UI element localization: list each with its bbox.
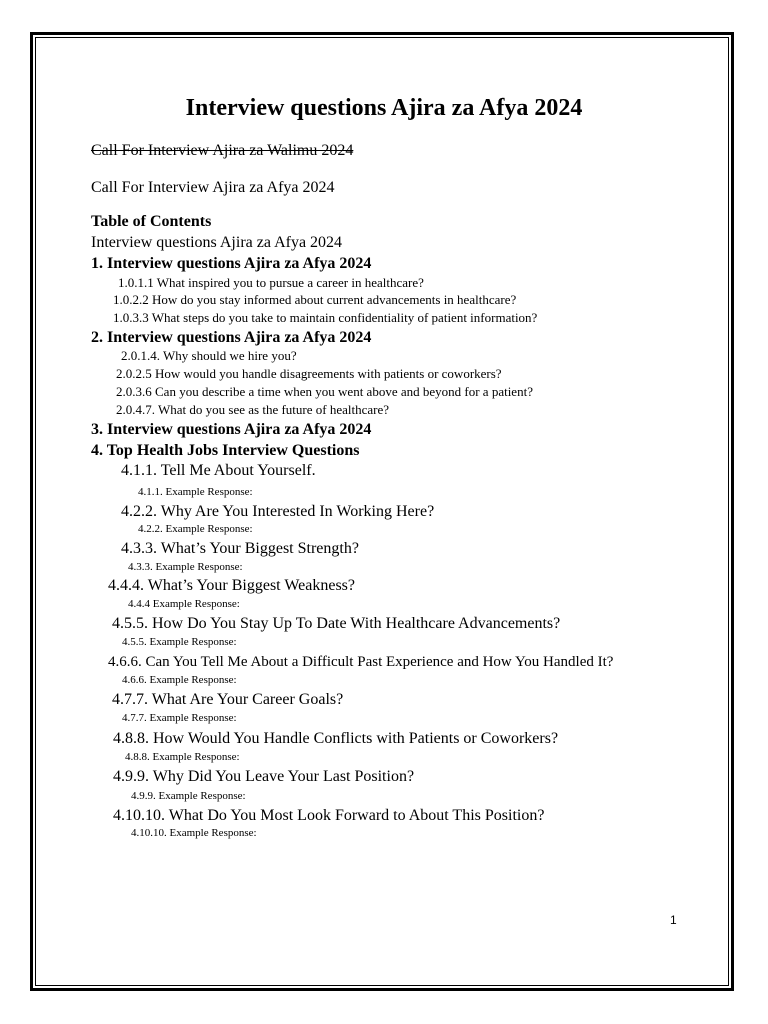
toc-entry-section-1[interactable]: 1. Interview questions Ajira za Afya 2024 [91,255,372,272]
toc-question-4-1[interactable]: 4.1.1. Tell Me About Yourself. [121,462,316,479]
toc-entry-2-1[interactable]: 2.0.1.4. Why should we hire you? [121,348,297,363]
toc-entry-2-3[interactable]: 2.0.3.6 Can you describe a time when you went above and beyond for a patient? [116,384,533,399]
toc-question-4-8[interactable]: 4.8.8. How Would You Handle Conflicts with Patients or Coworkers? [113,730,559,747]
toc-response-4-6[interactable]: 4.6.6. Example Response: [122,674,237,686]
toc-entry-intro[interactable]: Interview questions Ajira za Afya 2024 [91,234,343,251]
toc-question-4-7[interactable]: 4.7.7. What Are Your Career Goals? [112,691,344,708]
toc-entry-1-3[interactable]: 1.0.3.3 What steps do you take to maintain confidentiality of patient information? [113,310,538,325]
link-walimu-struck[interactable]: Call For Interview Ajira za Walimu 2024 [91,142,354,159]
toc-entry-section-3[interactable]: 3. Interview questions Ajira za Afya 2024 [91,421,372,438]
toc-entry-2-2[interactable]: 2.0.2.5 How would you handle disagreements with patients or coworkers? [116,366,502,381]
toc-question-4-6[interactable]: 4.6.6. Can You Tell Me About a Difficult Past Experience and How You Handled It? [108,654,614,670]
toc-question-4-4[interactable]: 4.4.4. What’s Your Biggest Weakness? [108,577,355,594]
toc-entry-section-2[interactable]: 2. Interview questions Ajira za Afya 2024 [91,329,372,346]
toc-question-4-9[interactable]: 4.9.9. Why Did You Leave Your Last Position? [113,768,415,785]
link-afya[interactable]: Call For Interview Ajira za Afya 2024 [91,179,335,196]
toc-entry-section-4[interactable]: 4. Top Health Jobs Interview Questions [91,442,360,459]
toc-response-4-4[interactable]: 4.4.4 Example Response: [128,598,240,610]
toc-question-4-3[interactable]: 4.3.3. What’s Your Biggest Strength? [121,540,359,557]
page-number: 1 [670,913,677,927]
document-title: Interview questions Ajira za Afya 2024 [185,95,583,121]
toc-question-4-10[interactable]: 4.10.10. What Do You Most Look Forward to About This Position? [113,807,545,824]
toc-response-4-1[interactable]: 4.1.1. Example Response: [138,486,253,498]
toc-response-4-8[interactable]: 4.8.8. Example Response: [125,751,240,763]
toc-entry-2-4[interactable]: 2.0.4.7. What do you see as the future of healthcare? [116,402,390,417]
toc-response-4-10[interactable]: 4.10.10. Example Response: [131,827,257,839]
toc-response-4-9[interactable]: 4.9.9. Example Response: [131,790,246,802]
toc-response-4-5[interactable]: 4.5.5. Example Response: [122,636,237,648]
toc-question-4-5[interactable]: 4.5.5. How Do You Stay Up To Date With Healthcare Advancements? [112,615,561,632]
toc-response-4-7[interactable]: 4.7.7. Example Response: [122,712,237,724]
toc-question-4-2[interactable]: 4.2.2. Why Are You Interested In Working Here? [121,503,435,520]
toc-response-4-2[interactable]: 4.2.2. Example Response: [138,523,253,535]
toc-entry-1-2[interactable]: 1.0.2.2 How do you stay informed about current advancements in healthcare? [113,292,517,307]
toc-response-4-3[interactable]: 4.3.3. Example Response: [128,561,243,573]
toc-heading: Table of Contents [91,213,212,230]
toc-entry-1-1[interactable]: 1.0.1.1 What inspired you to pursue a career in healthcare? [118,275,424,290]
